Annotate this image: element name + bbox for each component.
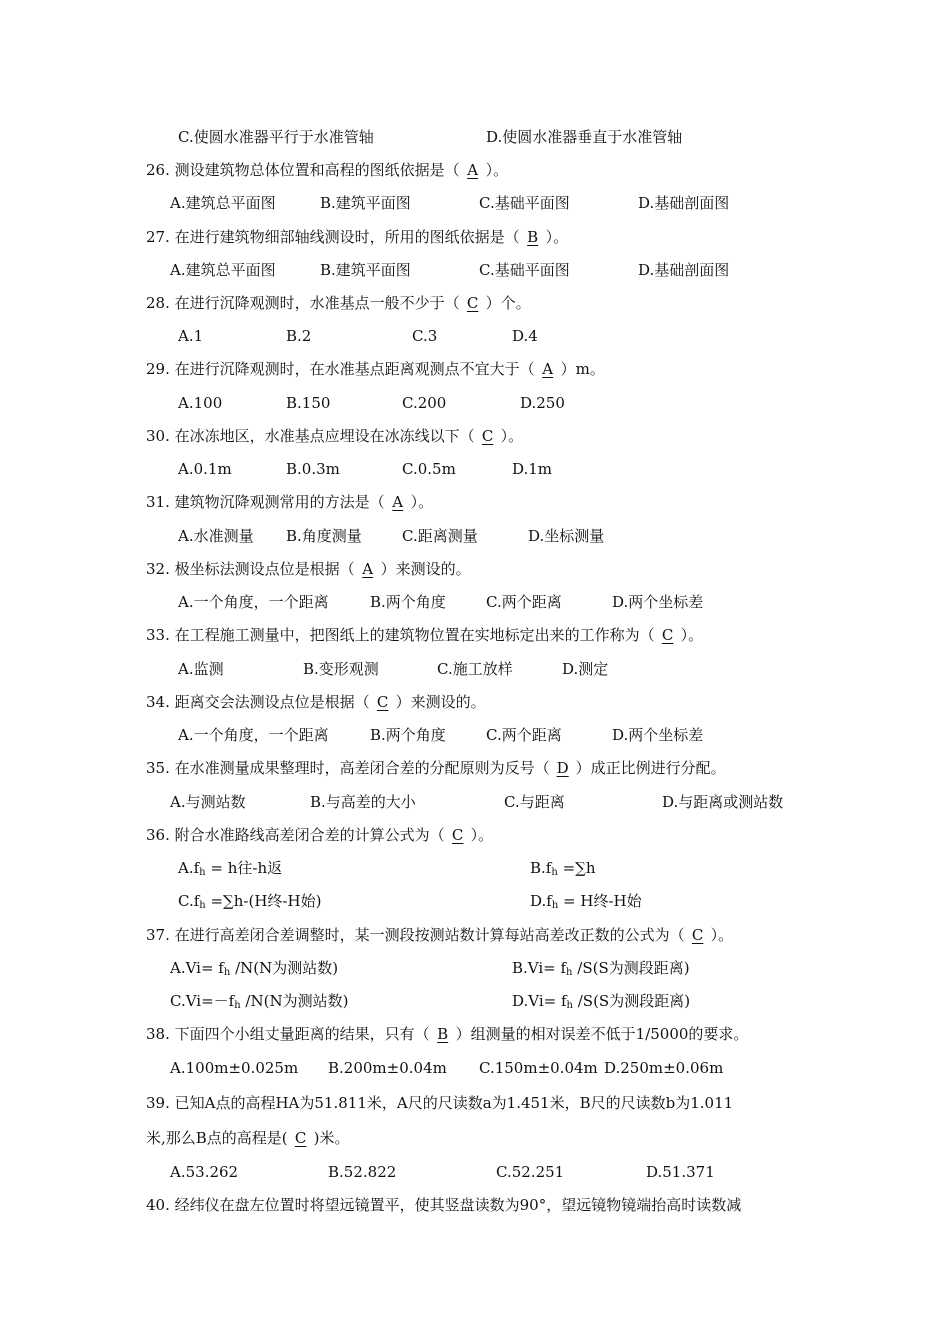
question-number: 39.	[146, 1094, 170, 1112]
answer-blank: C	[466, 294, 479, 312]
q30-option-a: A.0.1m	[178, 460, 232, 478]
question-stem-end: ）。	[710, 926, 734, 944]
q30-option-b: B.0.3m	[286, 460, 340, 478]
question-stem-end: )米。	[313, 1129, 350, 1147]
q36-option-c: $C.f_h =\sum h-(H$终-H始)	[178, 892, 322, 911]
q29-option-d: D.250	[520, 394, 565, 412]
answer-blank: C	[691, 926, 704, 944]
question-number: 29.	[146, 360, 170, 378]
answer-blank: A	[362, 560, 374, 578]
question-stem: 极坐标法测设点位是根据（	[174, 560, 355, 578]
q25-option-c: C.使圆水准器平行于水准管轴	[178, 128, 374, 146]
q36-option-a: $A.f_h = h$往-h返	[178, 859, 283, 878]
q26-option-d: D.基础剖面图	[638, 194, 730, 212]
question-number: 33.	[146, 626, 170, 644]
q32-option-c: C.两个距离	[486, 593, 562, 611]
q31-option-a: A.水准测量	[178, 527, 254, 545]
answer-blank: C	[376, 693, 389, 711]
question-29	[146, 359, 605, 379]
q39-option-c: C.52.251	[496, 1163, 565, 1181]
question-stem-end: ）。	[485, 161, 509, 179]
q30-option-c: C.0.5m	[402, 460, 456, 478]
question-38	[146, 1024, 748, 1044]
question-stem: 在进行建筑物细部轴线测设时，所用的图纸依据是（	[174, 228, 520, 246]
answer-blank: B	[437, 1025, 449, 1043]
q34-option-a: A.一个角度，一个距离	[178, 726, 329, 744]
q29-option-a: A.100	[178, 394, 223, 412]
question-number: 36.	[146, 826, 170, 844]
question-35	[146, 758, 726, 778]
q31-option-c: C.距离测量	[402, 527, 478, 545]
question-stem-end: ）。	[500, 427, 524, 445]
question-stem-end: ）。	[680, 626, 704, 644]
question-number: 35.	[146, 759, 170, 777]
question-37	[146, 925, 733, 945]
question-26	[146, 160, 508, 180]
q38-option-c: C.150m±0.04m	[479, 1059, 598, 1077]
q37-option-d: $D.Vi= f_h$ /S(S为测段距离)	[512, 992, 691, 1011]
q29-option-b: B.150	[286, 394, 331, 412]
q35-option-b: B.与高差的大小	[310, 793, 416, 811]
question-30	[146, 426, 523, 446]
q34-option-d: D.两个坐标差	[612, 726, 704, 744]
q38-option-d: D.250m±0.06m	[604, 1059, 724, 1077]
question-stem: 在水准测量成果整理时，高差闭合差的分配原则为反号（	[174, 759, 550, 777]
question-39-line2	[146, 1128, 350, 1148]
q27-option-a: A.建筑总平面图	[170, 261, 276, 279]
question-number: 34.	[146, 693, 170, 711]
question-31	[146, 492, 433, 512]
q33-option-d: D.测定	[562, 660, 609, 678]
answer-blank: C	[451, 826, 464, 844]
answer-blank: B	[527, 228, 539, 246]
q28-option-c: C.3	[412, 327, 438, 345]
question-number: 27.	[146, 228, 170, 246]
question-36	[146, 825, 493, 845]
question-32	[146, 559, 471, 579]
question-stem: 测设建筑物总体位置和高程的图纸依据是（	[174, 161, 460, 179]
q35-option-d: D.与距离或测站数	[662, 793, 784, 811]
question-34	[146, 692, 486, 712]
question-number: 37.	[146, 926, 170, 944]
q28-option-b: B.2	[286, 327, 312, 345]
question-stem: 距离交会法测设点位是根据（	[174, 693, 370, 711]
question-stem-end: ）。	[470, 826, 494, 844]
question-stem: 附合水准路线高差闭合差的计算公式为（	[174, 826, 445, 844]
q33-option-b: B.变形观测	[303, 660, 379, 678]
q39-option-b: B.52.822	[328, 1163, 397, 1181]
q36-option-d: $D.f_h = H$终-H始	[530, 892, 642, 911]
question-stem: 下面四个小组丈量距离的结果，只有（	[174, 1025, 430, 1043]
q25-option-d: D.使圆水准器垂直于水准管轴	[486, 128, 683, 146]
question-stem: 在进行高差闭合差调整时，某一测段按测站数计算每站高差改正数的公式为（	[174, 926, 685, 944]
answer-blank: C	[661, 626, 674, 644]
question-number: 32.	[146, 560, 170, 578]
q34-option-b: B.两个角度	[370, 726, 446, 744]
q27-option-d: D.基础剖面图	[638, 261, 730, 279]
question-33	[146, 625, 703, 645]
q36-option-b: $B.f_h =\sum h$	[530, 859, 596, 878]
question-stem-end: ）来测设的。	[380, 560, 471, 578]
answer-blank: A	[392, 493, 404, 511]
question-number: 28.	[146, 294, 170, 312]
q28-option-a: A.1	[178, 327, 204, 345]
q30-option-d: D.1m	[512, 460, 553, 478]
q26-option-a: A.建筑总平面图	[170, 194, 276, 212]
question-stem-end: ）成正比例进行分配。	[575, 759, 726, 777]
question-stem-end: ）来测设的。	[395, 693, 486, 711]
question-stem-end: ）个。	[485, 294, 531, 312]
q31-option-b: B.角度测量	[286, 527, 362, 545]
question-stem: 在工程施工测量中，把图纸上的建筑物位置在实地标定出来的工作称为（	[174, 626, 655, 644]
answer-blank: C	[481, 427, 494, 445]
question-number: 38.	[146, 1025, 170, 1043]
question-28	[146, 293, 531, 313]
q38-option-b: B.200m±0.04m	[328, 1059, 447, 1077]
question-stem: 已知A点的高程HA为51.811米，A尺的尺读数a为1.451米，B尺的尺读数b为1.011	[174, 1094, 734, 1112]
q26-option-c: C.基础平面图	[479, 194, 570, 212]
q27-option-b: B.建筑平面图	[320, 261, 411, 279]
question-stem-end: ）。	[545, 228, 569, 246]
q32-option-a: A.一个角度，一个距离	[178, 593, 329, 611]
question-stem-end: ）组测量的相对误差不低于1/5000的要求。	[455, 1025, 749, 1043]
question-stem-end: ）m。	[560, 360, 605, 378]
question-stem: 在进行沉降观测时，在水准基点距离观测点不宜大于（	[174, 360, 535, 378]
answer-blank: A	[542, 360, 554, 378]
q39-option-d: D.51.371	[646, 1163, 715, 1181]
question-stem: 米,那么B点的高程是(	[146, 1129, 288, 1147]
answer-blank: A	[467, 161, 479, 179]
question-number: 31.	[146, 493, 170, 511]
answer-blank: D	[556, 759, 569, 777]
question-stem-end: ）。	[410, 493, 434, 511]
question-stem: 在进行沉降观测时，水准基点一般不少于（	[174, 294, 460, 312]
question-number: 26.	[146, 161, 170, 179]
question-stem: 经纬仪在盘左位置时将望远镜置平，使其竖盘读数为90°，望远镜物镜端抬高时读数减	[174, 1196, 742, 1214]
q38-option-a: A.100m±0.025m	[170, 1059, 299, 1077]
q35-option-c: C.与距离	[504, 793, 565, 811]
q34-option-c: C.两个距离	[486, 726, 562, 744]
q33-option-c: C.施工放样	[437, 660, 513, 678]
question-27	[146, 227, 568, 247]
question-stem: 建筑物沉降观测常用的方法是（	[174, 493, 385, 511]
q39-option-a: A.53.262	[170, 1163, 239, 1181]
q37-option-b: $B.Vi= f_h$ /S(S为测段距离)	[512, 959, 690, 978]
q32-option-d: D.两个坐标差	[612, 593, 704, 611]
q26-option-b: B.建筑平面图	[320, 194, 411, 212]
answer-blank: C	[294, 1129, 307, 1147]
q37-option-a: $A.Vi= f_h$ /N(N为测站数)	[170, 959, 339, 978]
q32-option-b: B.两个角度	[370, 593, 446, 611]
question-stem: 在冰冻地区，水准基点应埋设在冰冻线以下（	[174, 427, 475, 445]
question-40	[146, 1195, 741, 1215]
q31-option-d: D.坐标测量	[528, 527, 605, 545]
q28-option-d: D.4	[512, 327, 538, 345]
q27-option-c: C.基础平面图	[479, 261, 570, 279]
q33-option-a: A.监测	[178, 660, 224, 678]
q37-option-c: $C.Vi=-f_h$ /N(N为测站数)	[170, 992, 349, 1011]
question-number: 40.	[146, 1196, 170, 1214]
q35-option-a: A.与测站数	[170, 793, 246, 811]
question-number: 30.	[146, 427, 170, 445]
q29-option-c: C.200	[402, 394, 447, 412]
question-39	[146, 1093, 733, 1113]
